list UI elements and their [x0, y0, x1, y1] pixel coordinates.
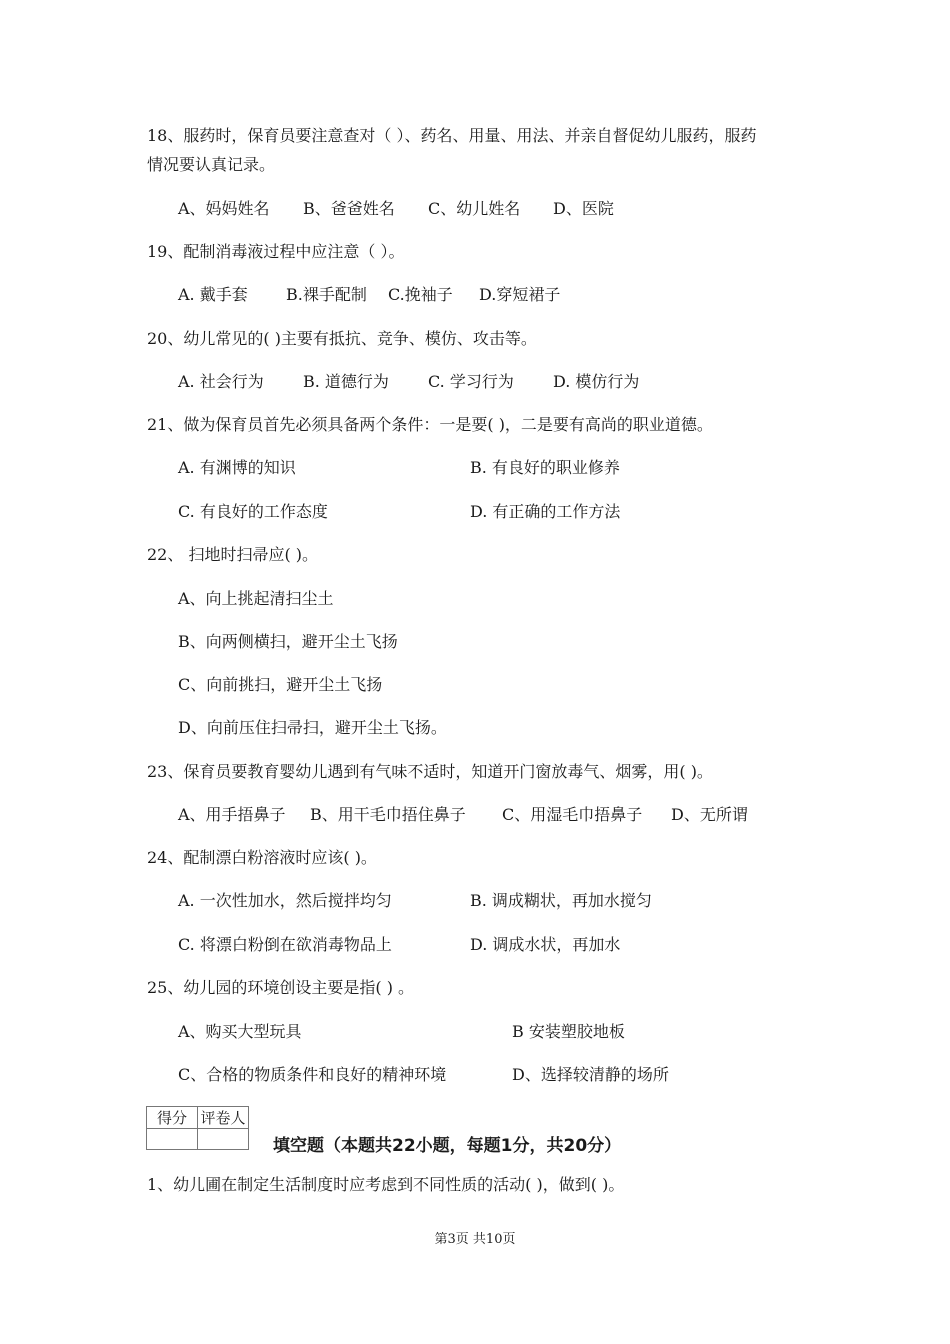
question-19-stem: 19、配制消毒液过程中应注意（ ）。: [147, 242, 405, 261]
page-footer: 第3页 共10页: [434, 1232, 516, 1247]
question-25-option-b: B 安装塑胶地板: [512, 1022, 625, 1041]
question-22-option-b: B、向两侧横扫，避开尘土飞扬: [178, 632, 398, 651]
question-23-option-c: C、用湿毛巾捂鼻子: [502, 805, 643, 824]
question-22-option-a: A、向上挑起清扫尘土: [178, 589, 334, 608]
question-24-stem: 24、配制漂白粉溶液时应该( )。: [147, 848, 377, 867]
score-box: [146, 1106, 249, 1150]
grader-cell: [198, 1129, 249, 1150]
question-19-option-c: C.挽袖子: [388, 285, 453, 304]
question-23-option-b: B、用干毛巾捂住鼻子: [310, 805, 466, 824]
question-24-option-d: D. 调成水状，再加水: [470, 935, 621, 954]
question-25-option-d: D、选择较清静的场所: [512, 1065, 669, 1084]
question-21-option-a: A. 有渊博的知识: [178, 458, 296, 477]
question-19-option-d: D.穿短裙子: [479, 285, 561, 304]
question-21-option-b: B. 有良好的职业修养: [470, 458, 620, 477]
question-18-option-a: A、妈妈姓名: [178, 199, 270, 218]
question-24-option-b: B. 调成糊状，再加水搅匀: [470, 891, 652, 910]
question-25-option-c: C、合格的物质条件和良好的精神环境: [178, 1065, 447, 1084]
question-18-stem-line1: 18、服药时，保育员要注意查对（ ）、药名、用量、用法、并亲自督促幼儿服药，服药: [147, 126, 757, 145]
question-19-option-b: B.裸手配制: [286, 285, 367, 304]
question-23-option-a: A、用手捂鼻子: [178, 805, 286, 824]
question-25-stem: 25、幼儿园的环境创设主要是指( ) 。: [147, 978, 415, 997]
question-18-option-c: C、幼儿姓名: [428, 199, 521, 218]
question-22-option-c: C、向前挑扫，避开尘土飞扬: [178, 675, 383, 694]
question-24-option-c: C. 将漂白粉倒在欲消毒物品上: [178, 935, 392, 954]
question-22-stem: 22、 扫地时扫帚应( )。: [147, 545, 319, 564]
question-18-stem-line2: 情况要认真记录。: [147, 155, 276, 174]
question-20-option-b: B. 道德行为: [303, 372, 389, 391]
question-21-stem: 21、做为保育员首先必须具备两个条件：一是要( )，二是要有高尚的职业道德。: [147, 415, 713, 434]
question-20-option-c: C. 学习行为: [428, 372, 514, 391]
question-20-option-a: A. 社会行为: [178, 372, 264, 391]
question-19-option-a: A. 戴手套: [178, 285, 248, 304]
question-23-stem: 23、保育员要教育婴幼儿遇到有气味不适时，知道开门窗放毒气、烟雾，用( )。: [147, 762, 713, 781]
question-21-option-d: D. 有正确的工作方法: [470, 502, 621, 521]
fill-question-1: 1、幼儿圃在制定生活制度时应考虑到不同性质的活动( )，做到( )。: [147, 1175, 625, 1194]
question-20-option-d: D. 模仿行为: [553, 372, 640, 391]
question-18-option-b: B、爸爸姓名: [303, 199, 395, 218]
score-label: 得分: [147, 1107, 198, 1129]
question-21-option-c: C. 有良好的工作态度: [178, 502, 328, 521]
question-20-stem: 20、幼儿常见的( )主要有抵抗、竞争、模仿、攻击等。: [147, 329, 537, 348]
question-18-option-d: D、医院: [553, 199, 614, 218]
question-23-option-d: D、无所谓: [671, 805, 748, 824]
section-title: 填空题（本题共22小题，每题1分，共20分）: [273, 1136, 622, 1156]
question-25-option-a: A、购买大型玩具: [178, 1022, 302, 1041]
grader-label: 评卷人: [198, 1107, 249, 1129]
question-22-option-d: D、向前压住扫帚扫，避开尘土飞扬。: [178, 718, 447, 737]
question-24-option-a: A. 一次性加水，然后搅拌均匀: [178, 891, 392, 910]
score-cell: [147, 1129, 198, 1150]
